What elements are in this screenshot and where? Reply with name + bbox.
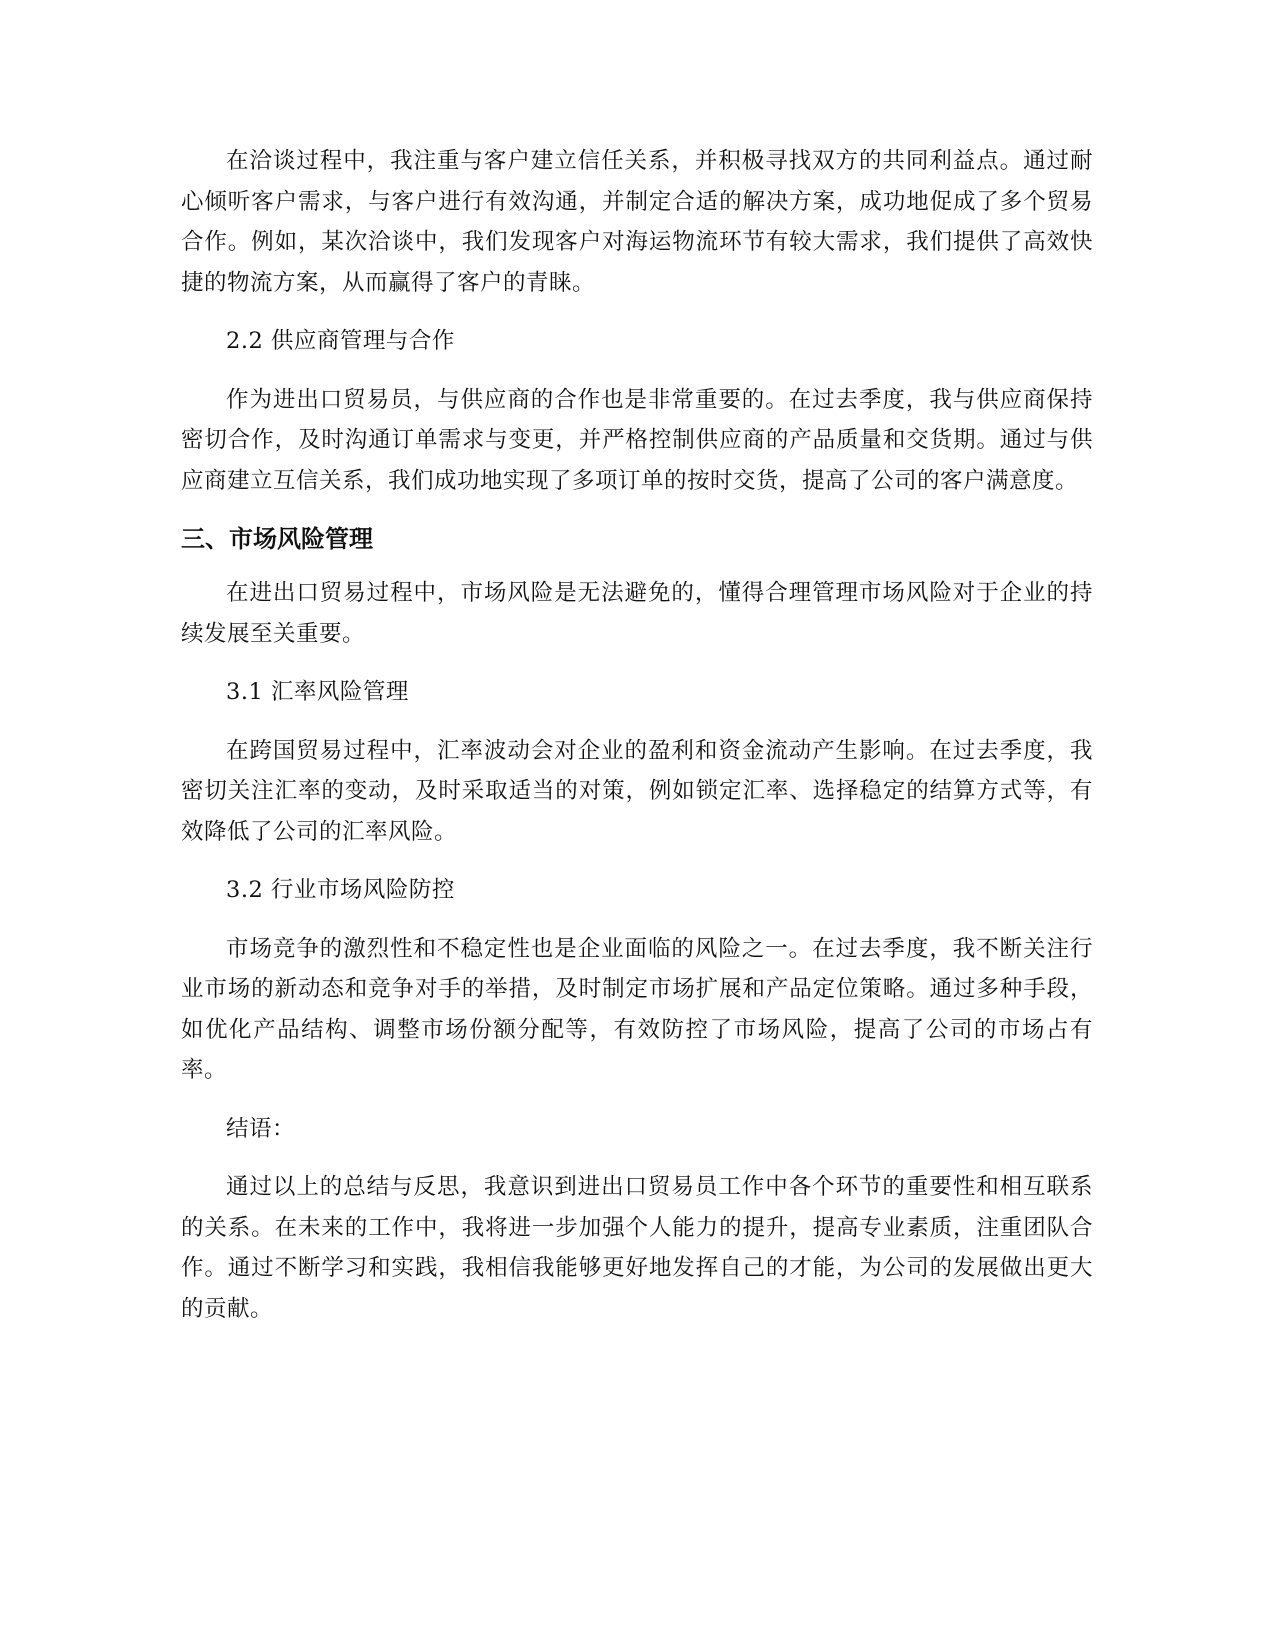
subheading-exchange-rate-risk: 3.1 汇率风险管理 — [226, 679, 409, 705]
paragraph-conclusion: 通过以上的总结与反思，我意识到进出口贸易员工作中各个环节的重要性和相互联系的关系。在未来的工作中，我将进一步加强个人能力的提升，提高专业素质，注重团队合作。通过不断学习和实践，我相信我能够更好地发挥自己的才能，为公司的发展做出更大的贡献。 — [181, 1174, 1093, 1322]
paragraph-supplier: 作为进出口贸易员，与供应商的合作也是非常重要的。在过去季度，我与供应商保持密切合作，及时沟通订单需求与变更，并严格控制供应商的产品质量和交货期。通过与供应商建立互信关系，我们成功地实现了多项订单的按时交货，提高了公司的客户满意度。 — [181, 386, 1093, 494]
paragraph-market-risk-intro: 在进出口贸易过程中，市场风险是无法避免的，懂得合理管理市场风险对于企业的持续发展至关重要。 — [181, 580, 1093, 647]
subheading-supplier-management: 2.2 供应商管理与合作 — [226, 328, 455, 354]
paragraph-industry-risk: 市场竞争的激烈性和不稳定性也是企业面临的风险之一。在过去季度，我不断关注行业市场的新动态和竞争对手的举措，及时制定市场扩展和产品定位策略。通过多种手段，如优化产品结构、调整市场份额分配等，有效防控了市场风险，提高了公司的市场占有率。 — [181, 935, 1093, 1083]
subheading-industry-risk: 3.2 行业市场风险防控 — [226, 877, 455, 903]
conclusion-label: 结语： — [226, 1115, 296, 1142]
paragraph-exchange-rate: 在跨国贸易过程中，汇率波动会对企业的盈利和资金流动产生影响。在过去季度，我密切关注汇率的变动，及时采取适当的对策，例如锁定汇率、选择稳定的结算方式等，有效降低了公司的汇率风险。 — [181, 737, 1093, 845]
paragraph-negotiation: 在洽谈过程中，我注重与客户建立信任关系，并积极寻找双方的共同利益点。通过耐心倾听客户需求，与客户进行有效沟通，并制定合适的解决方案，成功地促成了多个贸易合作。例如，某次洽谈中，我们发现客户对海运物流环节有较大需求，我们提供了高效快捷的物流方案，从而赢得了客户的青睐。 — [181, 148, 1093, 296]
document-page — [181, 141, 1093, 1347]
section-heading-market-risk: 三、市场风险管理 — [181, 525, 373, 553]
